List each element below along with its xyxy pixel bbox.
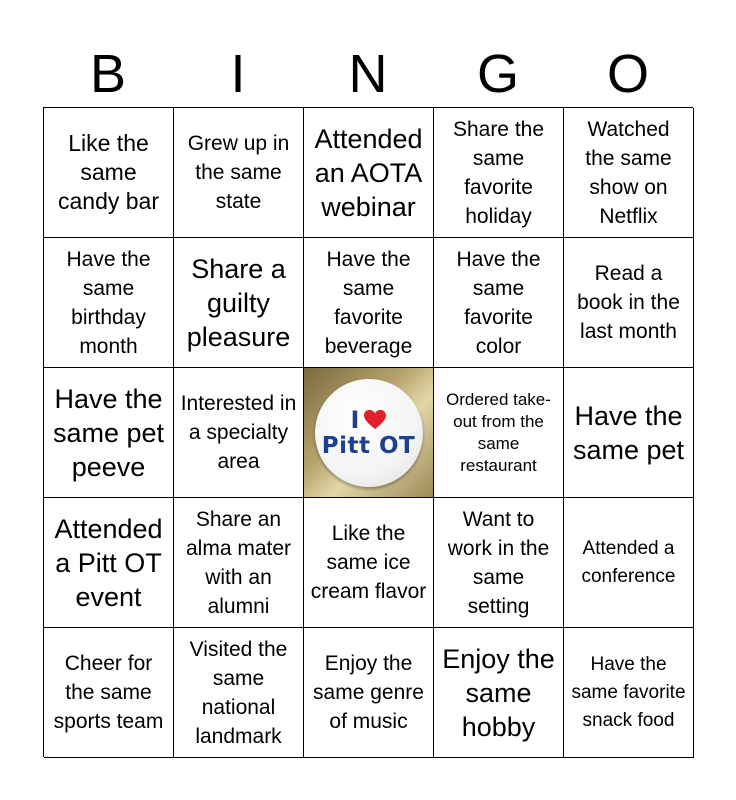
cell-text: Ordered take-out from the same restaurant <box>446 389 551 475</box>
header-letter-o: O <box>606 44 649 104</box>
bingo-cell[interactable] <box>304 498 434 628</box>
bingo-cell[interactable] <box>44 108 174 238</box>
header-letter-g: G <box>476 44 519 104</box>
cell-text: Like the same ice cream flavor <box>310 522 427 603</box>
free-space[interactable] <box>304 368 434 498</box>
bingo-cell[interactable] <box>44 368 174 498</box>
bingo-cell[interactable] <box>434 238 564 368</box>
badge-top-line <box>351 407 387 433</box>
cell-text: Have the same birthday month <box>66 247 151 358</box>
bingo-cell[interactable] <box>434 628 564 758</box>
bingo-cell[interactable] <box>174 238 304 368</box>
heart-icon <box>364 409 386 431</box>
cell-text: Watched the same show on Netflix <box>585 117 672 228</box>
cell-text: Want to work in the same setting <box>447 507 550 618</box>
cell-text: Attended a conference <box>581 537 676 587</box>
bingo-cell[interactable] <box>434 108 564 238</box>
bingo-cell[interactable] <box>564 108 694 238</box>
cell-text: Have the same pet <box>572 400 685 465</box>
bingo-cell[interactable] <box>564 628 694 758</box>
cell-text: Share a guilty pleasure <box>186 253 291 352</box>
cell-text: Attended an AOTA webinar <box>314 123 423 222</box>
cell-text: Visited the same national landmark <box>189 637 288 748</box>
cell-text: Attended a Pitt OT event <box>54 513 163 612</box>
bingo-cell[interactable] <box>304 108 434 238</box>
bingo-cell[interactable] <box>434 498 564 628</box>
bingo-cell[interactable] <box>434 368 564 498</box>
cell-text: Grew up in the same state <box>187 132 290 213</box>
cell-text: Interested in a specialty area <box>180 392 297 473</box>
bingo-cell[interactable] <box>304 628 434 758</box>
header-letter-i: I <box>230 44 246 104</box>
cell-text: Share an alma mater with an alumni <box>185 507 292 618</box>
bingo-cell[interactable] <box>174 498 304 628</box>
bingo-cell[interactable] <box>564 368 694 498</box>
cell-text: Have the same favorite beverage <box>324 247 413 358</box>
bingo-cell[interactable] <box>44 628 174 758</box>
cell-text: Enjoy the same hobby <box>442 643 555 742</box>
header-letter-n: N <box>348 44 388 104</box>
cell-text: Have the same favorite color <box>456 247 541 358</box>
cell-text: Enjoy the same genre of music <box>313 652 424 733</box>
cell-text: Have the same pet peeve <box>52 383 165 482</box>
bingo-cell[interactable] <box>174 108 304 238</box>
cell-text: Read a book in the last month <box>577 262 680 343</box>
bingo-header <box>43 40 693 108</box>
bingo-cell[interactable] <box>304 238 434 368</box>
cell-text: Like the same candy bar <box>57 130 159 214</box>
bingo-cell[interactable] <box>44 498 174 628</box>
bingo-cell[interactable] <box>564 498 694 628</box>
pitt-ot-badge <box>315 379 423 487</box>
cell-text: Cheer for the same sports team <box>53 652 164 733</box>
bingo-cell[interactable] <box>44 238 174 368</box>
bingo-cell[interactable] <box>564 238 694 368</box>
bingo-cell[interactable] <box>174 628 304 758</box>
bingo-card <box>43 107 693 757</box>
cell-text: Share the same favorite holiday <box>452 117 545 228</box>
cell-text: Have the same favorite snack food <box>571 653 686 731</box>
badge-pitt-ot-text: Pitt OT <box>321 432 416 459</box>
bingo-cell[interactable] <box>174 368 304 498</box>
header-letter-b: B <box>89 44 127 104</box>
badge-i-text: I <box>350 405 360 434</box>
